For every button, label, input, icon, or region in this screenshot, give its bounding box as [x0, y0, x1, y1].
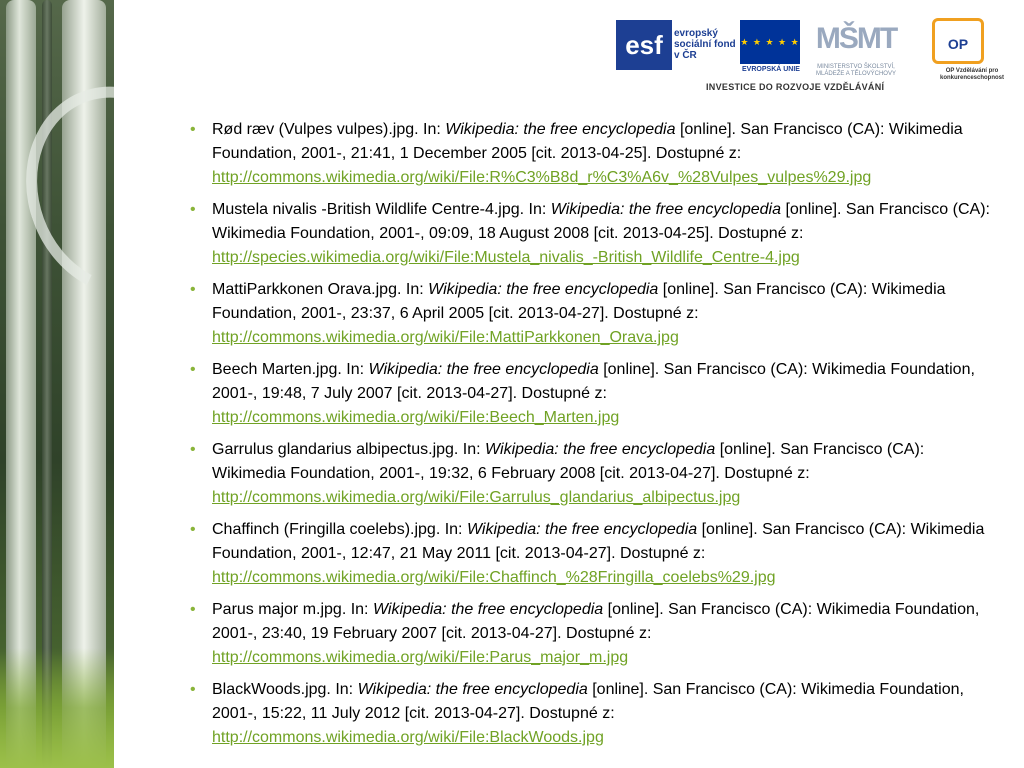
reference-details: [online]. San Francisco (CA): Wikimedia Foundation, 2001-, 19:32, 6 February 2008 [cit. 2013-04-27]. Dostupné z:: [212, 441, 925, 482]
op-logo-text: OP Vzdělávání pro konkurenceschopnost: [939, 68, 1004, 81]
round-bullet-icon: •: [190, 681, 196, 698]
reference-item: [190, 598, 1002, 670]
eu-logo-text: EVROPSKÁ UNIE: [742, 66, 800, 73]
reference-item: [190, 438, 1002, 510]
reference-link[interactable]: http://commons.wikimedia.org/wiki/File:Parus_major_m.jpg: [212, 649, 629, 666]
msmt-logo: MŠMT: [815, 22, 897, 55]
reference-details: [online]. San Francisco (CA): Wikimedia Foundation, 2001-, 09:09, 18 August 2008 [cit. 2013-04-25]. Dostupné z:: [212, 201, 990, 242]
reference-source: Wikipedia: the free encyclopedia: [428, 281, 659, 298]
reference-item: [190, 278, 1002, 350]
reference-details: [online]. San Francisco (CA): Wikimedia Foundation, 2001-, 23:40, 19 February 2007 [cit. 2013-04-27]. Dostupné z:: [212, 601, 980, 642]
reference-title: Beech Marten.jpg. In:: [212, 361, 369, 378]
reference-title: Rød ræv (Vulpes vulpes).jpg. In:: [212, 121, 446, 138]
reference-details: [online]. San Francisco (CA): Wikimedia Foundation, 2001-, 19:48, 7 July 2007 [cit. 2013-04-27]. Dostupné z:: [212, 361, 975, 402]
reference-source: Wikipedia: the free encyclopedia: [466, 521, 698, 538]
reference-source: Wikipedia: the free encyclopedia: [372, 601, 604, 618]
reference-title: Chaffinch (Fringilla coelebs).jpg. In:: [212, 521, 467, 538]
msmt-logo-text: MINISTERSTVO ŠKOLSTVÍ, MLÁDEŽE A TĚLOVÝCHOVY: [816, 64, 896, 77]
eu-stars-icon: ★ ★ ★ ★ ★: [740, 37, 800, 47]
reference-item: [190, 358, 1002, 430]
sponsor-logos: [614, 14, 1014, 100]
round-bullet-icon: •: [190, 121, 196, 138]
esf-logo: esf: [616, 20, 672, 70]
reference-item: [190, 198, 1002, 270]
reference-list: [190, 118, 1002, 750]
investice-caption: INVESTICE DO ROZVOJE VZDĚLÁVÁNÍ: [706, 82, 885, 92]
round-bullet-icon: •: [190, 201, 196, 218]
grass-image: [0, 648, 114, 768]
decorative-forest-strip: [0, 0, 114, 768]
reference-title: Mustela nivalis -British Wildlife Centre-4.jpg. In:: [212, 201, 551, 218]
op-logo: OP: [932, 18, 984, 64]
reference-item: [190, 678, 1002, 750]
reference-details: [online]. San Francisco (CA): Wikimedia Foundation, 2001-, 21:41, 1 December 2005 [cit. 2013-04-25]. Dostupné z:: [212, 121, 963, 162]
reference-link[interactable]: http://commons.wikimedia.org/wiki/File:Garrulus_glandarius_albipectus.jpg: [212, 489, 741, 506]
round-bullet-icon: •: [190, 361, 196, 378]
reference-source: Wikipedia: the free encyclopedia: [357, 681, 588, 698]
reference-link[interactable]: http://commons.wikimedia.org/wiki/File:Chaffinch_%28Fringilla_coelebs%29.jpg: [212, 569, 776, 586]
round-bullet-icon: •: [190, 521, 196, 538]
eu-flag-logo: [740, 20, 800, 64]
reference-details: [online]. San Francisco (CA): Wikimedia Foundation, 2001-, 23:37, 6 April 2005 [cit. 2013-04-27]. Dostupné z:: [212, 281, 946, 322]
reference-item: [190, 518, 1002, 590]
reference-title: Parus major m.jpg. In:: [212, 601, 373, 618]
reference-source: Wikipedia: the free encyclopedia: [550, 201, 781, 218]
reference-title: MattiParkkonen Orava.jpg. In:: [212, 281, 429, 298]
reference-details: [online]. San Francisco (CA): Wikimedia Foundation, 2001-, 15:22, 11 July 2012 [cit. 2013-04-27]. Dostupné z:: [212, 681, 964, 722]
esf-logo-text: evropský sociální fond v ČR: [674, 28, 736, 61]
round-bullet-icon: •: [190, 441, 196, 458]
reference-link[interactable]: http://commons.wikimedia.org/wiki/File:R%C3%B8d_r%C3%A6v_%28Vulpes_vulpes%29.jpg: [212, 169, 872, 186]
reference-list-area: [190, 118, 1002, 758]
reference-source: Wikipedia: the free encyclopedia: [445, 121, 676, 138]
reference-source: Wikipedia: the free encyclopedia: [485, 441, 716, 458]
reference-details: [online]. San Francisco (CA): Wikimedia Foundation, 2001-, 12:47, 21 May 2011 [cit. 2013-04-27]. Dostupné z:: [212, 521, 985, 562]
round-bullet-icon: •: [190, 281, 196, 298]
reference-link[interactable]: http://commons.wikimedia.org/wiki/File:MattiParkkonen_Orava.jpg: [212, 329, 679, 346]
reference-title: Garrulus glandarius albipectus.jpg. In:: [212, 441, 486, 458]
reference-source: Wikipedia: the free encyclopedia: [368, 361, 599, 378]
reference-link[interactable]: http://species.wikimedia.org/wiki/File:Mustela_nivalis_-British_Wildlife_Centre-4.jpg: [212, 249, 800, 266]
reference-link[interactable]: http://commons.wikimedia.org/wiki/File:BlackWoods.jpg: [212, 729, 604, 746]
reference-title: BlackWoods.jpg. In:: [212, 681, 358, 698]
reference-link[interactable]: http://commons.wikimedia.org/wiki/File:Beech_Marten.jpg: [212, 409, 620, 426]
round-bullet-icon: •: [190, 601, 196, 618]
reference-item: [190, 118, 1002, 190]
